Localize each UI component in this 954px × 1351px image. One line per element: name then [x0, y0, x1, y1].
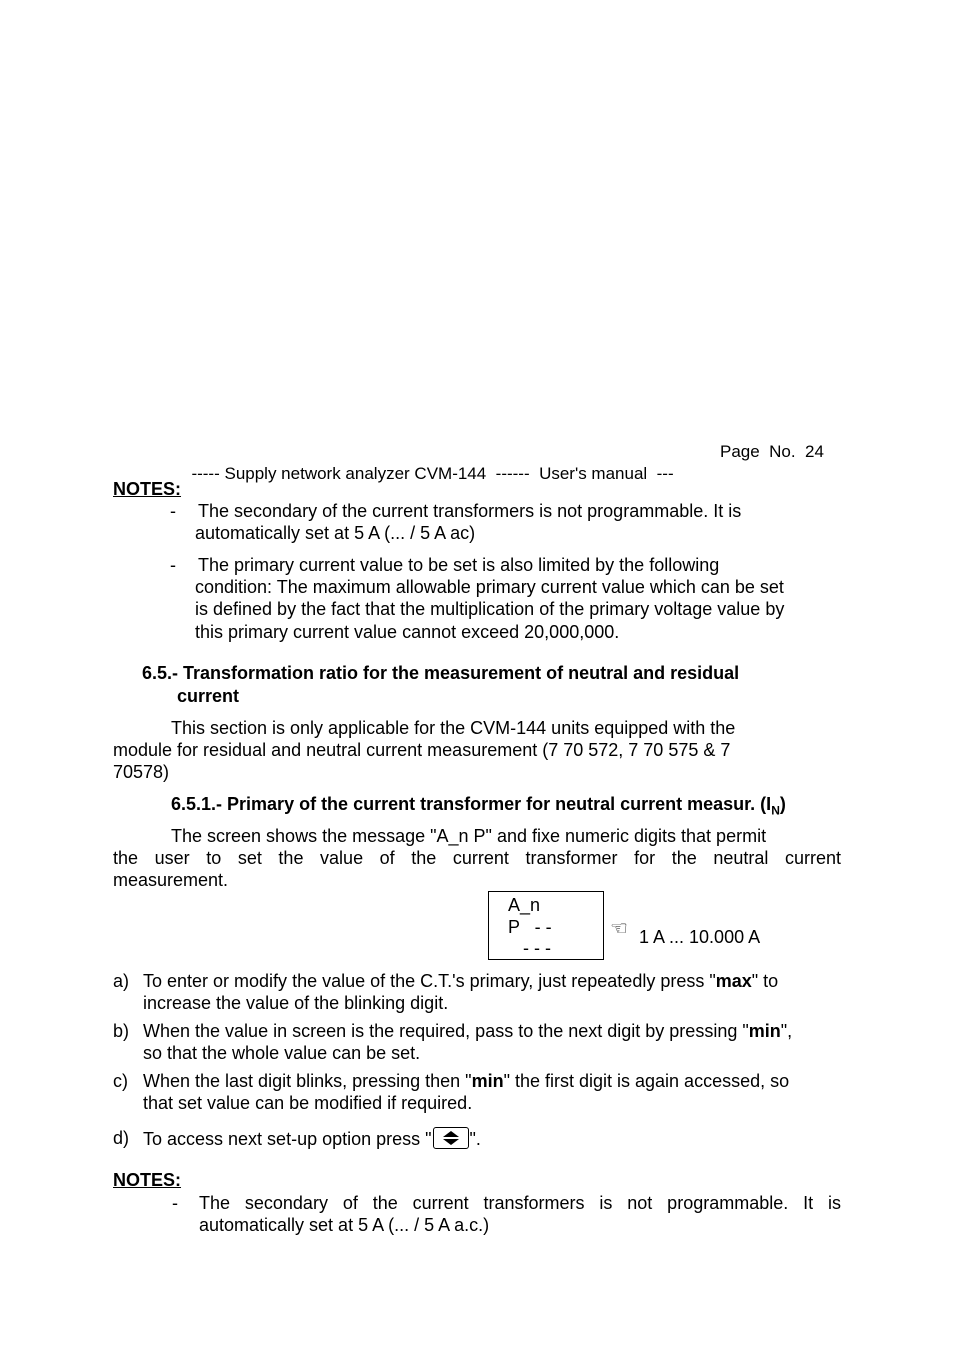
page-number: Page No. 24 [720, 442, 824, 461]
note-line: The secondary of the current transformers is not programmable. It is [198, 501, 742, 521]
paragraph-line: module for residual and neutral current measurement (7 70 572, 7 70 575 & 7 [113, 740, 731, 760]
subsection-heading-text: 6.5.1.- Primary of the current transformer for neutral current measur. (I [171, 794, 772, 814]
notes-title: NOTES: [113, 479, 182, 499]
step-label-a: a) [113, 971, 130, 991]
step-text: " to [751, 971, 779, 991]
note-line: The secondary of the current transformers is not programmable. It is [199, 1193, 841, 1213]
bullet-dash: - [170, 555, 176, 575]
note-line: automatically set at 5 A (... / 5 A a.c.) [199, 1215, 490, 1235]
bullet-dash: - [172, 1193, 178, 1213]
step-d-line1 [143, 1127, 481, 1150]
note-line: condition: The maximum allowable primary current value which can be set [195, 577, 784, 597]
min-key-label: min [748, 1021, 781, 1041]
step-c-line1 [143, 1070, 789, 1092]
note-line: this primary current value cannot exceed 20,000,000. [195, 622, 620, 642]
paragraph-line: The screen shows the message "A_n P" and fixe numeric digits that permit [171, 826, 767, 846]
step-label-b: b) [113, 1021, 130, 1041]
step-text: When the value in screen is the required, pass to the next digit by pressing " [143, 1021, 749, 1041]
step-text: To enter or modify the value of the C.T.'s primary, just repeatedly press " [143, 971, 716, 991]
note-line: is defined by the fact that the multiplication of the primary voltage value by [195, 599, 785, 619]
step-text: " the first digit is again accessed, so [503, 1071, 790, 1091]
note-line: The primary current value to be set is also limited by the following [198, 555, 720, 575]
notes-title: NOTES: [113, 1170, 182, 1190]
step-text: ", [780, 1021, 793, 1041]
subsection-heading-end: ) [779, 794, 786, 814]
note-line: automatically set at 5 A (... / 5 A ac) [195, 523, 476, 543]
lcd-line-2: P - - [508, 917, 552, 937]
lcd-display [488, 891, 604, 960]
section-heading-cont: current [177, 686, 240, 706]
step-c-line2: that set value can be modified if required. [143, 1093, 473, 1113]
lcd-line-3: - - - [523, 938, 551, 958]
paragraph-line: 70578) [113, 762, 170, 782]
lcd-line-1: A_n [508, 895, 541, 915]
step-text: To access next set-up option press " [143, 1129, 432, 1149]
step-a-line2: increase the value of the blinking digit. [143, 993, 449, 1013]
step-text: ". [469, 1129, 481, 1149]
step-label-d: d) [113, 1128, 130, 1148]
bullet-dash: - [170, 501, 176, 521]
pointing-hand-icon: ☜ [610, 918, 628, 940]
step-b-line1 [143, 1020, 792, 1042]
subscript-n: N [771, 803, 780, 818]
max-key-label: max [715, 971, 752, 991]
paragraph-line: This section is only applicable for the CVM-144 units equipped with the [171, 718, 736, 738]
header-title: ----- Supply network analyzer CVM-144 ------ User's manual --- [191, 464, 674, 483]
step-b-line2: so that the whole value can be set. [143, 1043, 421, 1063]
subsection-heading [171, 793, 786, 822]
page-header [182, 441, 832, 507]
paragraph-line: measurement. [113, 870, 229, 890]
paragraph-line: the user to set the value of the current transformer for the neutral current [113, 848, 841, 868]
section-heading: 6.5.- Transformation ratio for the measurement of neutral and residual [142, 663, 740, 683]
step-label-c: c) [113, 1071, 128, 1091]
min-key-label: min [471, 1071, 504, 1091]
step-a-line1 [143, 970, 778, 992]
step-text: When the last digit blinks, pressing then " [143, 1071, 472, 1091]
range-label: 1 A ... 10.000 A [639, 927, 761, 947]
up-down-key-icon [433, 1127, 469, 1149]
